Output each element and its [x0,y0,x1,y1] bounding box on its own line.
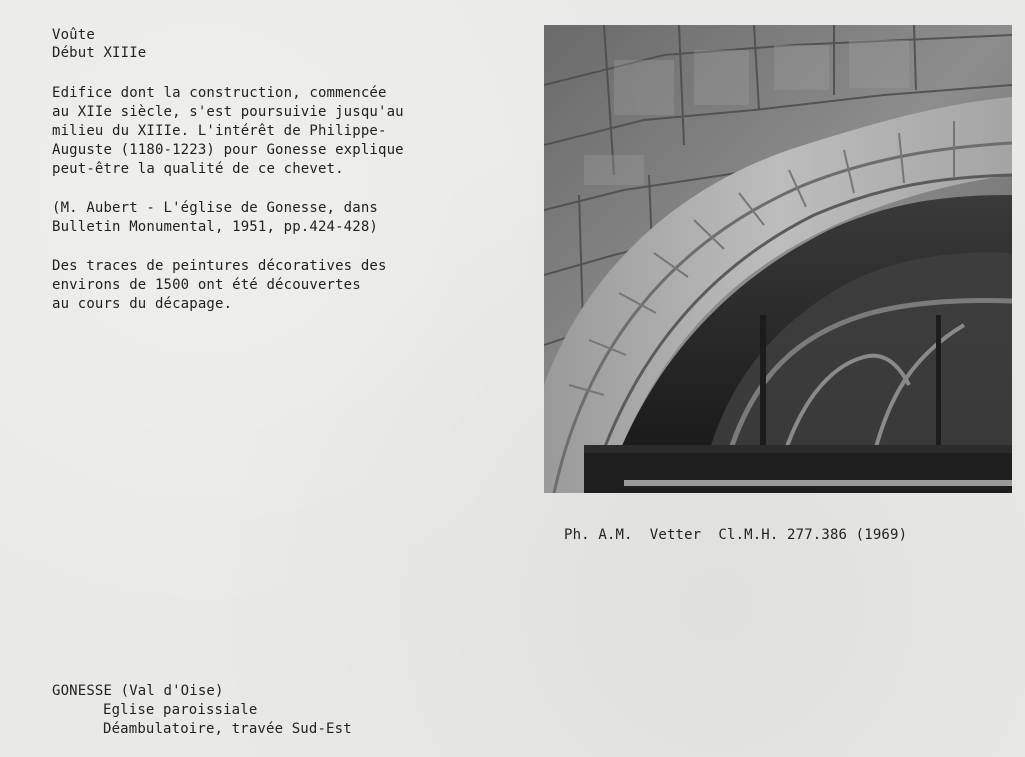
description-line: au XIIe siècle, s'est poursuivie jusqu'au [52,104,404,120]
vault-photograph [544,25,1012,493]
description-line: Auguste (1180-1223) pour Gonesse explique [52,142,404,158]
bibliography-line: (M. Aubert - L'église de Gonesse, dans [52,200,378,216]
description-line: environs de 1500 ont été découvertes [52,277,361,293]
location-building: Eglise paroissiale [103,702,258,718]
bibliography-line: Bulletin Monumental, 1951, pp.424-428) [52,219,378,235]
card-title: Voûte [52,27,95,43]
description-line: Des traces de peintures décoratives des [52,258,387,274]
description-line: au cours du décapage. [52,296,233,312]
location-part: Déambulatoire, travée Sud-Est [103,721,352,737]
photo-credit: Ph. A.M. Vetter Cl.M.H. 277.386 (1969) [564,527,908,543]
location-commune: GONESSE (Val d'Oise) [52,683,224,699]
description-line: peut-être la qualité de ce chevet. [52,161,344,177]
description-line: milieu du XIIIe. L'intérêt de Philippe- [52,123,387,139]
description-line: Edifice dont la construction, commencée [52,85,387,101]
card-date: Début XIIIe [52,45,147,61]
